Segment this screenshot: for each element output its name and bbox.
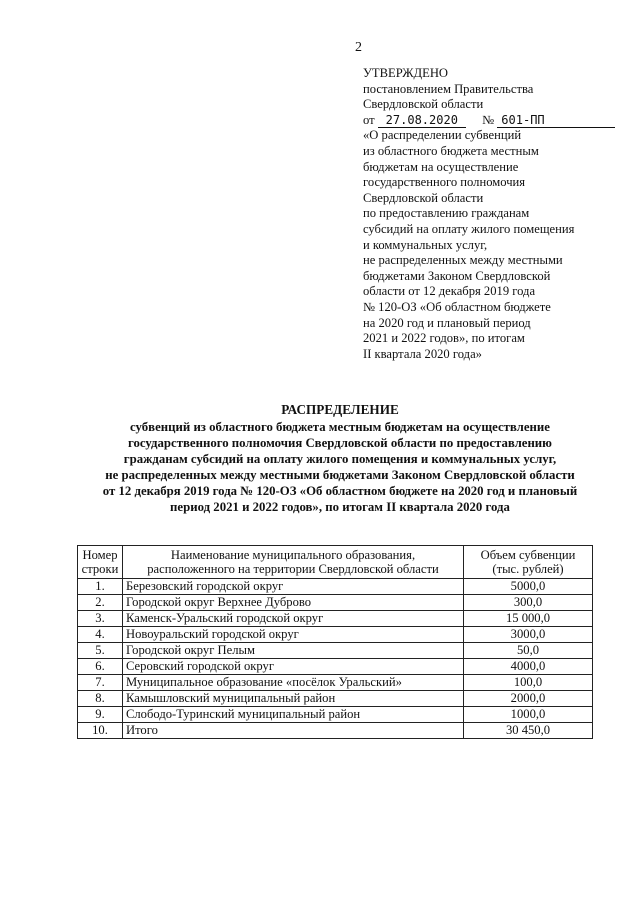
approval-line: II квартала 2020 года»	[363, 346, 482, 361]
municipality-name: Каменск-Уральский городской округ	[123, 611, 464, 627]
approval-line: № 120-ОЗ «Об областном бюджете	[363, 299, 551, 314]
table-row	[78, 643, 593, 659]
title-line: не распределенных между местными бюджетами Законом Свердловской области	[105, 468, 575, 482]
title-line: от 12 декабря 2019 года № 120-ОЗ «Об областном бюджете на 2020 год и плановый	[102, 484, 578, 498]
municipality-name: Муниципальное образование «посёлок Уральский»	[123, 675, 464, 691]
table-total-row	[78, 723, 593, 739]
table-row	[78, 659, 593, 675]
table-header-row	[78, 546, 593, 579]
municipality-name: Новоуральский городской округ	[123, 627, 464, 643]
approval-line: УТВЕРЖДЕНО	[363, 66, 449, 80]
header-municipality: Наименование муниципального образования, расположенного на территории Свердловской области	[123, 546, 464, 579]
approval-line: государственного полномочия	[363, 175, 526, 190]
approval-number: 601-ПП	[497, 114, 615, 128]
title-line: период 2021 и 2022 годов», по итогам II квартала 2020 года	[170, 500, 510, 514]
table-row	[78, 579, 593, 595]
row-number: 10.	[78, 723, 123, 739]
table-row	[78, 691, 593, 707]
approval-line: области от 12 декабря 2019 года	[363, 284, 536, 299]
subvention-amount: 15 000,0	[464, 611, 593, 627]
title-line: гражданам субсидий на оплату жилого помещения и коммунальных услуг,	[123, 452, 557, 466]
approval-line: из областного бюджета местным	[363, 143, 539, 158]
page-number: 2	[355, 40, 362, 55]
table-row	[78, 611, 593, 627]
municipality-name: Березовский городской округ	[123, 579, 464, 595]
municipality-name: Серовский городской округ	[123, 659, 464, 675]
header-row-number: Номер строки	[78, 546, 123, 579]
approval-line: субсидий на оплату жилого помещения	[363, 221, 575, 236]
row-number: 7.	[78, 675, 123, 691]
from-label: от	[363, 112, 375, 127]
approval-line: на 2020 год и плановый период	[363, 315, 531, 330]
row-number: 2.	[78, 595, 123, 611]
approval-line: 2021 и 2022 годов», по итогам	[363, 331, 525, 346]
municipality-name: Городской округ Пелым	[123, 643, 464, 659]
approval-date-number-line	[363, 113, 613, 129]
row-number: 9.	[78, 707, 123, 723]
row-number: 3.	[78, 611, 123, 627]
table-row	[78, 627, 593, 643]
distribution-table	[77, 545, 593, 739]
approval-stamp	[363, 66, 613, 362]
subvention-amount: 1000,0	[464, 707, 593, 723]
document-title	[60, 402, 620, 515]
total-amount: 30 450,0	[464, 723, 593, 739]
table-row	[78, 707, 593, 723]
row-number: 5.	[78, 643, 123, 659]
approval-line: бюджетам на осуществление	[363, 159, 519, 174]
subvention-amount: 100,0	[464, 675, 593, 691]
table-row	[78, 675, 593, 691]
number-label: №	[482, 112, 495, 127]
municipality-name: Слободо-Туринский муниципальный район	[123, 707, 464, 723]
title-line: государственного полномочия Свердловской области по предоставлению	[128, 436, 552, 450]
title-line: субвенций из областного бюджета местным бюджетам на осуществление	[130, 420, 550, 434]
approval-line: по предоставлению гражданам	[363, 206, 530, 221]
row-number: 1.	[78, 579, 123, 595]
subvention-amount: 5000,0	[464, 579, 593, 595]
subvention-amount: 2000,0	[464, 691, 593, 707]
subvention-amount: 3000,0	[464, 627, 593, 643]
approval-line: Свердловской области	[363, 190, 484, 205]
subvention-amount: 50,0	[464, 643, 593, 659]
header-subvention-amount: Объем субвенции (тыс. рублей)	[464, 546, 593, 579]
subvention-amount: 300,0	[464, 595, 593, 611]
approval-line: бюджетами Законом Свердловской	[363, 268, 551, 283]
approval-line: и коммунальных услуг,	[363, 237, 488, 252]
title-heading: РАСПРЕДЕЛЕНИЕ	[281, 402, 399, 417]
table-row	[78, 595, 593, 611]
approval-line: не распределенных между местными	[363, 253, 563, 268]
row-number: 4.	[78, 627, 123, 643]
approval-line: постановлением Правительства	[363, 81, 534, 96]
approval-line: «О распределении субвенций	[363, 128, 522, 143]
subvention-amount: 4000,0	[464, 659, 593, 675]
municipality-name: Камышловский муниципальный район	[123, 691, 464, 707]
approval-line: Свердловской области	[363, 97, 484, 112]
row-number: 6.	[78, 659, 123, 675]
row-number: 8.	[78, 691, 123, 707]
approval-date: 27.08.2020	[378, 114, 466, 128]
municipality-name: Городской округ Верхнее Дуброво	[123, 595, 464, 611]
total-label: Итого	[123, 723, 464, 739]
